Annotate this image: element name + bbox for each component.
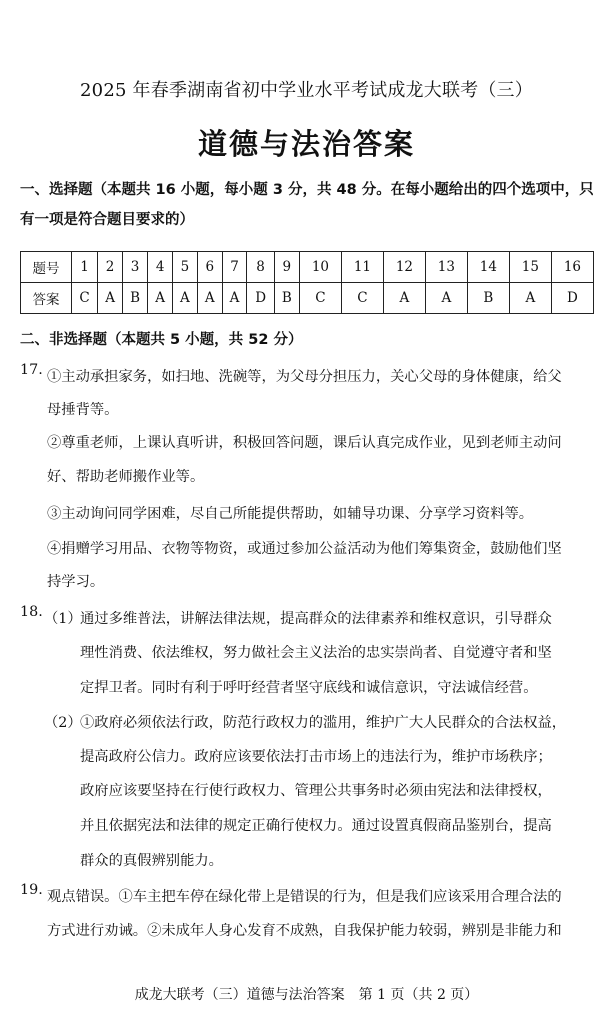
q18-line: 并且依据宪法和法律的规定正确行使权力。通过设置真假商品鉴别台，提高 <box>80 818 552 834</box>
q18-line: 群众的真假辨别能力。 <box>80 853 223 869</box>
answer-cell: A <box>98 283 123 314</box>
question-number-cell: 1 <box>72 252 98 283</box>
q17-line: ③主动询问同学困难，尽自己所能提供帮助，如辅导功课、分享学习资料等。 <box>47 506 534 522</box>
exam-title: 2025 年春季湖南省初中学业水平考试成龙大联考（三） <box>80 80 533 101</box>
question-number-cell: 13 <box>425 252 467 283</box>
answer-cell: A <box>383 283 425 314</box>
answer-cell: A <box>509 283 551 314</box>
row-label-answer: 答案 <box>21 283 72 314</box>
answer-cell: C <box>299 283 341 314</box>
q18-line: 提高政府公信力。政府应该要依法打击市场上的违法行为，维护市场秩序； <box>80 749 552 765</box>
question-number-cell: 6 <box>197 252 222 283</box>
q19-number: 19. <box>20 882 43 898</box>
q18-line: ①政府必须依法行政，防范行政权力的滥用，维护广大人民群众的合法权益， <box>80 715 567 731</box>
answer-cell: B <box>274 283 299 314</box>
q18-number: 18. <box>20 604 43 620</box>
q18-line: 定捍卫者。同时有利于呼吁经营者坚守底线和诚信意识，守法诚信经营。 <box>80 680 538 696</box>
q17-line: ②尊重老师，上课认真听讲，积极回答问题，课后认真完成作业，见到老师主动问 <box>47 435 562 451</box>
q18-line: 理性消费、依法维权，努力做社会主义法治的忠实崇尚者、自觉遵守者和坚 <box>80 645 552 661</box>
q19-line: 观点错误。①车主把车停在绿化带上是错误的行为，但是我们应该采用合理合法的 <box>47 889 562 905</box>
subject-title: 道德与法治答案 <box>197 127 415 161</box>
q18-line: 政府应该要坚持在行使行政权力、管理公共事务时必须由宪法和法律授权， <box>80 783 552 799</box>
question-number-cell: 16 <box>551 252 593 283</box>
question-number-cell: 14 <box>467 252 509 283</box>
question-number-cell: 10 <box>299 252 341 283</box>
question-number-cell: 3 <box>123 252 148 283</box>
q17-line: ④捐赠学习用品、衣物等物资，或通过参加公益活动为他们筹集资金，鼓励他们坚 <box>47 541 562 557</box>
answer-cell: A <box>222 283 247 314</box>
answer-cell: C <box>341 283 383 314</box>
q18-part2-label: （2） <box>44 715 82 731</box>
q17-line: 母捶背等。 <box>47 402 119 418</box>
row-label-question: 题号 <box>21 252 72 283</box>
section1-heading-line2: 有一项是符合题目要求的） <box>20 212 194 228</box>
question-number-cell: 15 <box>509 252 551 283</box>
answer-table-number-row <box>21 252 594 283</box>
answer-cell: D <box>551 283 593 314</box>
answer-cell: A <box>148 283 173 314</box>
q17-line: ①主动承担家务，如扫地、洗碗等，为父母分担压力，关心父母的身体健康，给父 <box>47 369 562 385</box>
answer-table-answer-row <box>21 283 594 314</box>
question-number-cell: 8 <box>247 252 274 283</box>
answer-cell: A <box>197 283 222 314</box>
question-number-cell: 7 <box>222 252 247 283</box>
q18-line: 通过多维普法，讲解法律法规，提高群众的法律素养和维权意识，引导群众 <box>80 611 552 627</box>
answer-cell: A <box>173 283 198 314</box>
q18-part1-label: （1） <box>44 611 82 627</box>
question-number-cell: 4 <box>148 252 173 283</box>
page-footer: 成龙大联考（三）道德与法治答案 第 1 页（共 2 页） <box>134 987 479 1003</box>
answer-table <box>20 251 594 314</box>
section2-heading: 二、非选择题（本题共 5 小题，共 52 分） <box>20 332 303 348</box>
answer-cell: B <box>123 283 148 314</box>
answer-cell: A <box>425 283 467 314</box>
answer-cell: C <box>72 283 98 314</box>
section1-heading-line1: 一、选择题（本题共 16 小题，每小题 3 分，共 48 分。在每小题给出的四个选项中，只 <box>20 182 594 198</box>
q19-line: 方式进行劝诫。②未成年人身心发育不成熟，自我保护能力较弱，辨别是非能力和 <box>47 923 562 939</box>
question-number-cell: 5 <box>173 252 198 283</box>
question-number-cell: 11 <box>341 252 383 283</box>
question-number-cell: 12 <box>383 252 425 283</box>
answer-cell: D <box>247 283 274 314</box>
q17-number: 17. <box>20 362 43 378</box>
answer-cell: B <box>467 283 509 314</box>
q17-line: 持学习。 <box>47 574 105 590</box>
q17-line: 好、帮助老师搬作业等。 <box>47 469 205 485</box>
question-number-cell: 2 <box>98 252 123 283</box>
question-number-cell: 9 <box>274 252 299 283</box>
